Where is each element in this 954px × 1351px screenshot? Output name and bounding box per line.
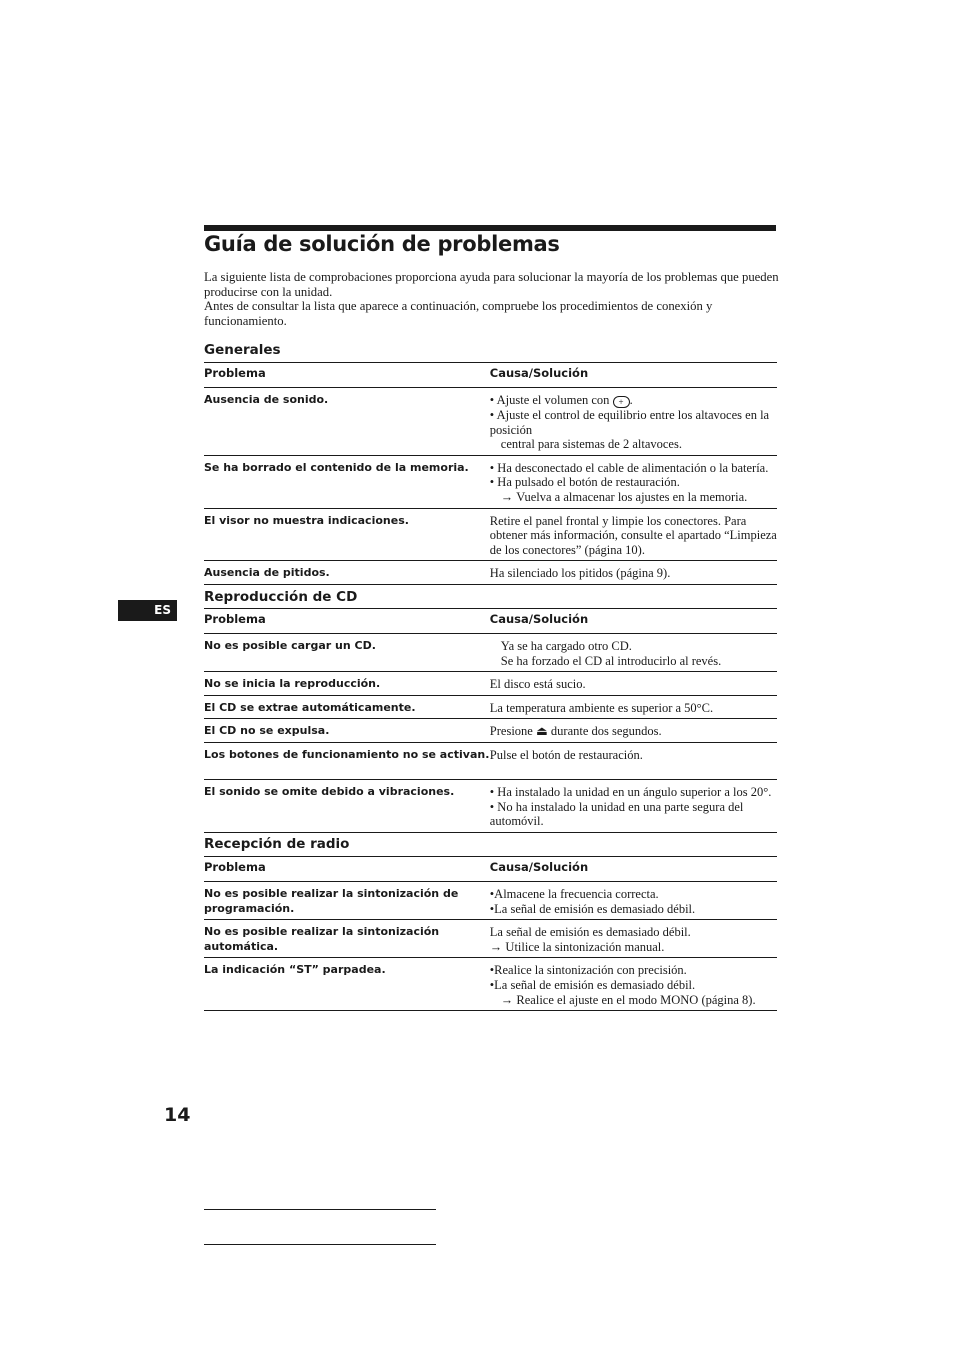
- column-header-solution: Causa/Solución: [490, 363, 777, 388]
- solution-line: •La señal de emisión es demasiado débil.: [489, 901, 696, 916]
- problem-cell: El sonido se omite debido a vibraciones.: [204, 779, 490, 832]
- solution-line: •Realice la sintonización con precisión.: [489, 963, 687, 978]
- table-row: [204, 561, 777, 585]
- footer-rule: [204, 1244, 436, 1245]
- solution-cell: [490, 920, 777, 958]
- problem-cell: Ausencia de pitidos.: [204, 561, 490, 585]
- problem-cell: Los botones de funcionamiento no se activan.: [204, 742, 490, 779]
- table-header-row: [204, 857, 777, 882]
- problem-cell: El CD se extrae automáticamente.: [204, 695, 490, 719]
- solution-line: Ya se ha cargado otro CD.: [500, 639, 632, 653]
- solution-line: → Vuelva a almacenar los ajustes en la memoria.: [500, 489, 748, 504]
- cd-table: [204, 608, 777, 833]
- solution-cell: El disco está sucio.: [490, 672, 777, 696]
- volume-plus-icon: +: [613, 396, 630, 408]
- solution-line: → Realice el ajuste en el modo MONO (página 8).: [500, 992, 756, 1007]
- table-row: [204, 882, 777, 920]
- table-row: [204, 672, 777, 696]
- table-row: [204, 779, 777, 832]
- table-row: [204, 695, 777, 719]
- solution-line: • No ha instalado la unidad en una parte segura del automóvil.: [489, 799, 744, 829]
- solution-line: • Ha instalado la unidad en un ángulo superior a los 20°.: [489, 784, 772, 799]
- solution-cell: La temperatura ambiente es superior a 50°C.: [490, 695, 777, 719]
- generales-table: [204, 362, 777, 585]
- solution-cell: • Ajuste el volumen con + . • Ajuste el control de equilibrio entre los altavoces en la posición central para sistemas de 2 altavoces.: [490, 388, 777, 456]
- title-rule: [204, 225, 776, 231]
- solution-line: → Utilice la sintonización manual.: [489, 939, 665, 954]
- intro-text: [204, 270, 779, 328]
- table-row: [204, 958, 777, 1011]
- problem-cell: El visor no muestra indicaciones.: [204, 508, 490, 561]
- column-header-problem: Problema: [204, 609, 490, 634]
- table-row: [204, 634, 777, 672]
- solution-line: •Almacene la frecuencia correcta.: [489, 887, 659, 901]
- table-row: [204, 920, 777, 958]
- solution-cell: Pulse el botón de restauración.: [490, 742, 777, 779]
- problem-cell: No es posible realizar la sintonización de programación.: [204, 882, 490, 920]
- solution-cell: Ha silenciado los pitidos (página 9).: [490, 561, 777, 585]
- problem-cell: No es posible realizar la sintonización automática.: [204, 920, 490, 958]
- table-row: [204, 455, 777, 508]
- section-title-radio: Recepción de radio: [204, 836, 350, 852]
- solution-line: •La señal de emisión es demasiado débil.: [489, 977, 696, 992]
- solution-cell: Presione ⏏ durante dos segundos.: [490, 719, 777, 743]
- language-tab: ES: [118, 600, 177, 621]
- solution-cell: Retire el panel frontal y limpie los conectores. Para obtener más información, consulte el apartado “Limpieza de los conectores” (página 10).: [490, 508, 777, 561]
- page-title: Guía de solución de problemas: [204, 232, 560, 256]
- column-header-solution: Causa/Solución: [490, 857, 777, 882]
- problem-cell: Ausencia de sonido.: [204, 388, 490, 456]
- solution-line: La señal de emisión es demasiado débil.: [489, 925, 691, 940]
- problem-cell: La indicación “ST” parpadea.: [204, 958, 490, 1011]
- solution-cell: [490, 779, 777, 832]
- solution-cell: [490, 634, 777, 672]
- solution-line: central para sistemas de 2 altavoces.: [500, 437, 682, 452]
- problem-cell: No se inicia la reproducción.: [204, 672, 490, 696]
- section-title-generales: Generales: [204, 342, 281, 358]
- solution-cell: [490, 455, 777, 508]
- solution-line: • Ha pulsado el botón de restauración.: [489, 475, 680, 490]
- table-row: [204, 742, 777, 779]
- problem-cell: El CD no se expulsa.: [204, 719, 490, 743]
- solution-cell: [490, 958, 777, 1011]
- section-title-cd: Reproducción de CD: [204, 589, 358, 605]
- solution-line: • Ha desconectado el cable de alimentación o la batería.: [489, 460, 769, 475]
- table-header-row: [204, 609, 777, 634]
- column-header-problem: Problema: [204, 857, 490, 882]
- page-number: 14: [164, 1104, 191, 1126]
- table-row: [204, 388, 777, 456]
- intro-paragraph: Antes de consultar la lista que aparece a continuación, compruebe los procedimientos de conexión y funcionamiento.: [204, 299, 713, 328]
- solution-cell: [490, 882, 777, 920]
- footer-rule: [204, 1209, 436, 1210]
- solution-line: Se ha forzado el CD al introducirlo al revés.: [500, 653, 722, 668]
- solution-line: • Ajuste el volumen con: [489, 393, 610, 407]
- table-row: [204, 719, 777, 743]
- problem-cell: Se ha borrado el contenido de la memoria.: [204, 455, 490, 508]
- radio-table: [204, 856, 777, 1011]
- table-header-row: [204, 363, 777, 388]
- problem-cell: No es posible cargar un CD.: [204, 634, 490, 672]
- column-header-problem: Problema: [204, 363, 490, 388]
- table-row: [204, 508, 777, 561]
- intro-paragraph: La siguiente lista de comprobaciones proporciona ayuda para solucionar la mayoría de los problemas que pueden producirse con la unidad.: [204, 270, 779, 299]
- column-header-solution: Causa/Solución: [490, 609, 777, 634]
- solution-line: • Ajuste el control de equilibrio entre los altavoces en la posición: [489, 408, 770, 437]
